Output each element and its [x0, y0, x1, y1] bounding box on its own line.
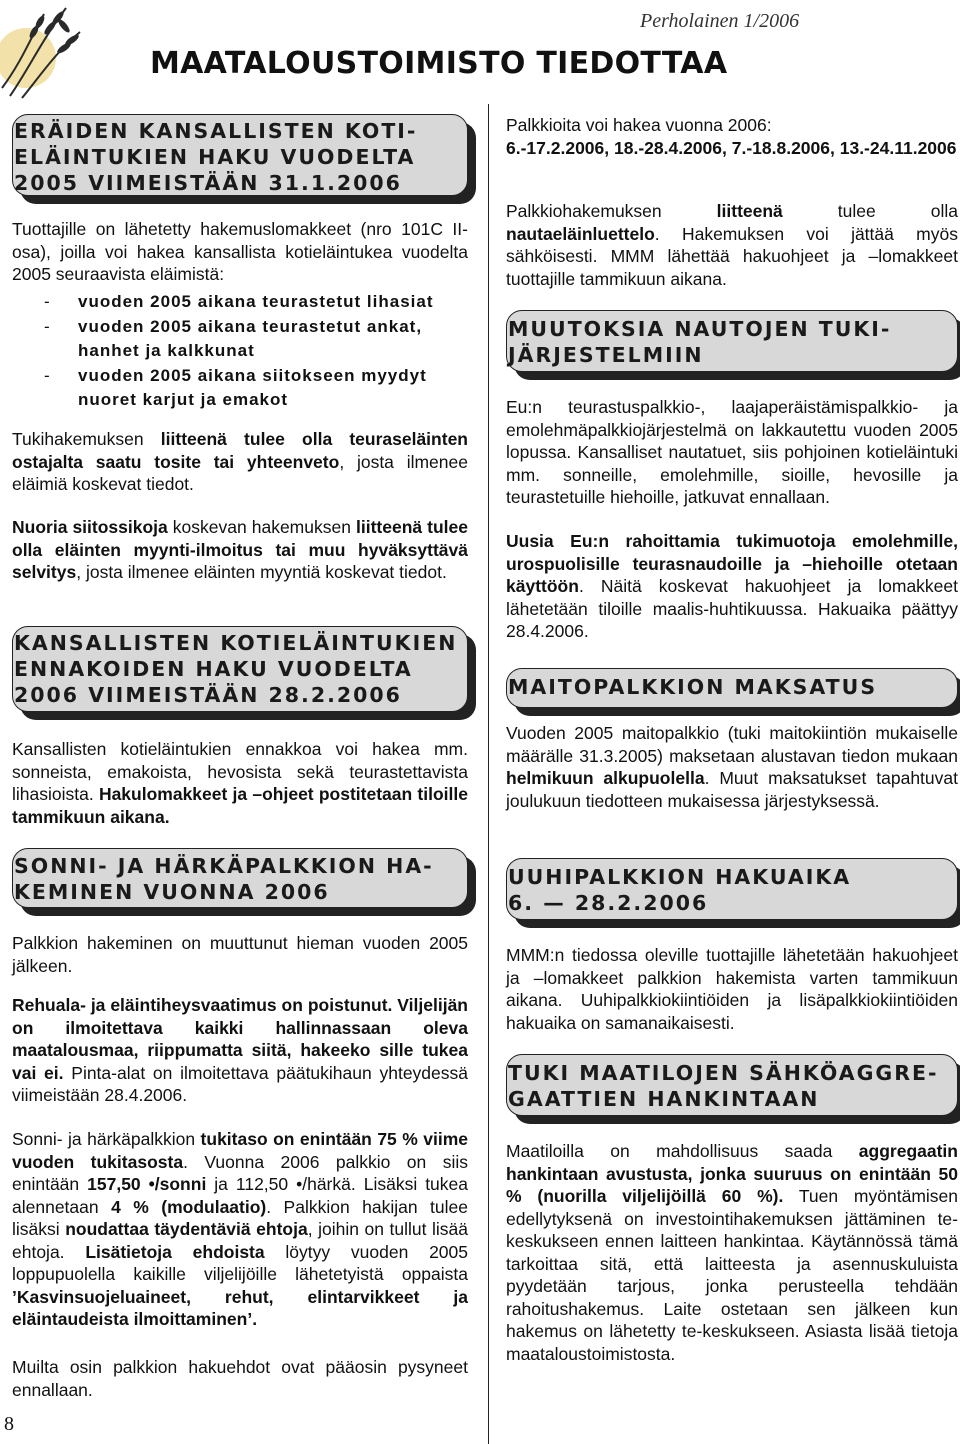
heading-line: UUHIPALKKION HAKUAIKA — [508, 865, 852, 889]
paragraph-uuhipalkkio: MMM:n tiedossa oleville tuottajille lähetetään hakuohjeet ja –lomakkeet palkkion hakemista varten tammikuun aikana. Uuhipalkkiokiintiöiden ja lisäpalkkiokiintiöiden hakuaika on samanaikaisesti. — [506, 945, 958, 1033]
paragraph-hakuajat — [506, 114, 958, 159]
heading-line: TUKI MAATILOJEN SÄHKÖAGGRE- — [508, 1061, 939, 1085]
section-heading-uuhipalkkio — [506, 858, 958, 920]
publication-issue: Perholainen 1/2006 — [640, 10, 800, 32]
hakuajat-intro: Palkkioita voi hakea vuonna 2006: — [506, 115, 772, 135]
section-heading-maitopalkkio — [506, 668, 958, 708]
paragraph-muutos: Palkkion hakeminen on muuttunut hieman vuoden 2005 jälkeen. — [12, 933, 468, 976]
list-item: - vuoden 2005 aikana siitokseen myydyt nuoret karjut ja emakot — [44, 365, 427, 409]
page-number: 8 — [4, 1413, 14, 1435]
heading-line: MUUTOKSIA NAUTOJEN TUKI- — [508, 317, 892, 341]
section-heading-sonnipalkkio — [12, 848, 468, 908]
paragraph-liitteet: Palkkiohakemuksen liitteenä tulee olla nautaeläinluettelo. Hakemuksen voi jättää myös sähköisesti. MMM lähettää hakuohjeet ja –lomakkeet tuottajille tammikuun aikana. — [506, 201, 959, 289]
heading-line: KANSALLISTEN KOTIELÄINTUKIEN — [14, 631, 458, 655]
section-heading-ennakot-2006 — [12, 626, 468, 712]
heading-line: JÄRJESTELMIIN — [508, 343, 704, 367]
section-heading-sahkoaggregaatit — [506, 1054, 958, 1116]
heading-line: ENNAKOIDEN HAKU VUODELTA — [14, 657, 413, 681]
animal-list — [12, 290, 468, 413]
paragraph-intro: Tuottajille on lähetetty hakemuslomakkeet (nro 101C II-osa), joilla voi hakea kansallista kotieläintukea vuodelta 2005 seuraavista eläimistä: — [12, 219, 468, 284]
column-divider — [488, 104, 489, 1444]
paragraph-uudet-tukimuodot: Uusia Eu:n rahoittamia tukimuotoja emolehmille, urospuolisille teurasnaudoille ja –hiehoille otetaan käyttöön. Näitä koskevat hakuohjeet ja lomakkeet lähetetään tiloille maalis-huhtikuussa. Hakuaika päättyy 28.4.2006. — [506, 531, 958, 641]
heading-line: 2006 VIIMEISTÄÄN 28.2.2006 — [14, 683, 402, 707]
page-title: MAATALOUSTOIMISTO TIEDOTTAA — [150, 46, 728, 81]
paragraph-muilta-osin: Muilta osin palkkion hakuehdot ovat pääosin pysyneet ennallaan. — [12, 1357, 468, 1400]
paragraph-aggregaatit: Maatiloilla on mahdollisuus saada aggregaatin hankintaan avustusta, jonka suuruus on enintään 50 % (nuorilla viljelijöillä 60 %). Tuen myöntämisen edellytyksenä on investointihakemuksen jättäminen te-keskukseen ennen laitteen hankintaa. Käytännössä tämä tarkoittaa sitä, että laitteesta ja asennuskuluista pyydetään tarjous, jonka perusteella tehdään rahoitushakemus. Laite ostetaan sen jälkeen kun hakemus on lähetetty te-keskukseen. Asiasta lisää tietoja maataloustoimistosta. — [506, 1141, 959, 1364]
wheat-ears-icon — [0, 0, 84, 100]
section-heading-kotielaintuet-2005 — [12, 114, 468, 196]
heading-line: 2005 VIIMEISTÄÄN 31.1.2006 — [14, 171, 402, 195]
paragraph-teuraselaimet: Tukihakemuksen liitteenä tulee olla teuraseläinten ostajalta saatu tosite tai yhteenveto, josta ilmenee eläimiä koskevat tiedot. — [12, 429, 468, 494]
heading-line: GAATTIEN HANKINTAAN — [508, 1087, 820, 1111]
list-item: - vuoden 2005 aikana teurastetut ankat, hanhet ja kalkkunat — [44, 316, 423, 360]
section-heading-nautojen-tuet — [506, 310, 958, 372]
heading-line: KEMINEN VUONNA 2006 — [14, 880, 330, 904]
heading-line: ELÄINTUKIEN HAKU VUODELTA — [14, 145, 416, 169]
paragraph-tukitaso: Sonni- ja härkäpalkkion tukitaso on enintään 75 % viime vuoden tukitasosta. Vuonna 2006 palkkio on siis enintään 157,50 •/sonni ja 112,50 •/härkä. Lisäksi tukea alennetaan 4 % (modulaatio). Palkkion hakijan tulee lisäksi noudattaa täydentäviä ehtoja, joihin on tullut lisää ehtoja. Lisätietoja ehdoista löytyy vuoden 2005 loppupuolella kaikille viljelijöille lähetetyistä oppaista ’Kasvinsuojeluaineet, rehut, elintarvikkeet ja eläintaudeista ilmoittaminen’. — [12, 1129, 469, 1329]
paragraph-eu-tuet: Eu:n teurastuspalkkio-, laajaperäistämispalkkio- ja emolehmäpalkkiojärjestelmä on lakkautettu vuoden 2005 lopussa. Kansalliset nautatuet, siis pohjoinen kotieläintuki mm. sonneille, emolehmille, sioille, hevosille ja teurastetuille hiehoille, jatkuvat ennallaan. — [506, 397, 958, 507]
paragraph-maitopalkkio: Vuoden 2005 maitopalkkio (tuki maitokiintiön mukaiselle määrälle 31.3.2005) maksetaan alustavan tiedon mukaan helmikuun alkupuolella. Muut maksatukset tapahtuvat joulukuun tiedotteen mukaisessa järjestyksessä. — [506, 723, 958, 811]
hakuajat-dates: 6.-17.2.2006, 18.-28.4.2006, 7.-18.8.2006, 13.-24.11.2006 — [506, 137, 957, 158]
paragraph-siitossiat: Nuoria siitossikoja koskevan hakemuksen liitteenä tulee olla eläinten myynti-ilmoitus tai muu hyväksyttävä selvitys, josta ilmenee eläinten myyntiä koskevat tiedot. — [12, 517, 468, 582]
paragraph-rehuala: Rehuala- ja eläintiheysvaatimus on poistunut. Viljelijän on ilmoitettava kaikki hallinnassaan oleva maatalousmaa, riippumatta siitä, hakeeko sille tukea vai ei. Pinta-alat on ilmoitettava päätukihaun yhteydessä viimeistään 28.4.2006. — [12, 995, 468, 1105]
list-item: - vuoden 2005 aikana teurastetut lihasiat — [44, 292, 434, 311]
heading-line: ERÄIDEN KANSALLISTEN KOTI- — [14, 119, 418, 143]
paragraph-ennakko: Kansallisten kotieläintukien ennakkoa voi hakea mm. sonneista, emakoista, hevosista sekä teurastettavista lihasioista. Hakulomakkeet ja –ohjeet postitetaan tiloille tammikuun aikana. — [12, 739, 468, 827]
heading-line: MAITOPALKKION MAKSATUS — [508, 675, 878, 699]
heading-line: 6. — 28.2.2006 — [508, 891, 709, 915]
heading-line: SONNI- JA HÄRKÄPALKKION HA- — [14, 854, 434, 878]
